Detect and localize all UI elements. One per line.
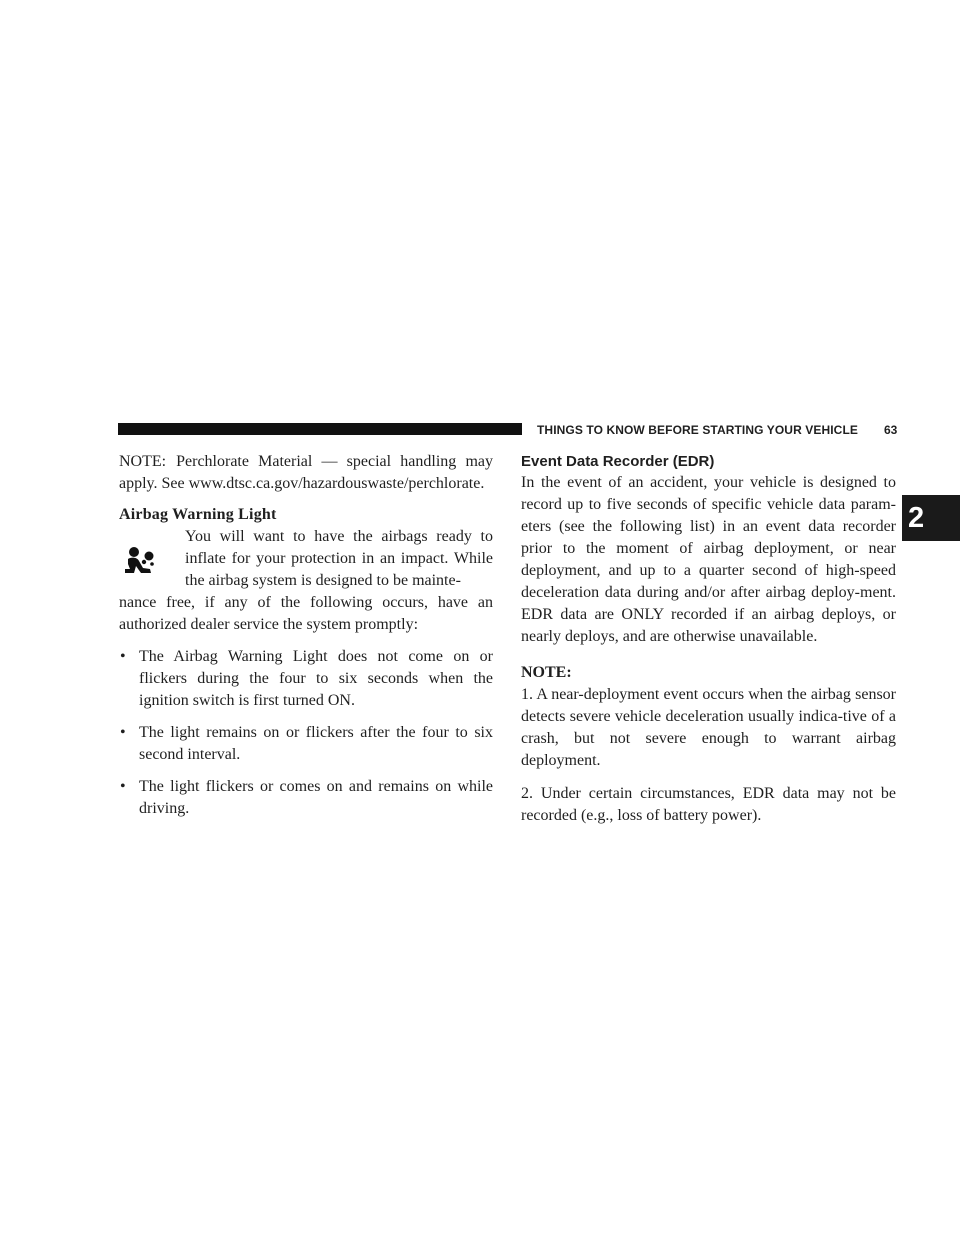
edr-paragraph: In the event of an accident, your vehicle is designed to record up to five seconds of specific vehicle data param-eters (see the following list) in an event data recorder prior to the moment of airbag deployment, or near deployment, and up to a quarter second of high-speed deceleration data during and/or after airbag deploy-ment. EDR data are ONLY recorded if an airbag deploys, or nearly deploys, and are otherwise unavailable. (521, 474, 896, 645)
airbag-warning-light-heading: Airbag Warning Light (119, 506, 277, 523)
list-item (119, 722, 493, 766)
edr-note-item-2: 2. Under certain circumstances, EDR data may not be recorded (e.g., loss of battery power). (521, 785, 896, 824)
header-rule (118, 423, 522, 435)
edr-section-heading: Event Data Recorder (EDR) (521, 453, 715, 470)
edr-note-item-1: 1. A near-deployment event occurs when the airbag sensor detects severe vehicle deceleration usually indica-tive of a crash, but not severe enough to warrant airbag deployment. (521, 686, 896, 769)
perchlorate-note-line-1 (119, 451, 493, 473)
perchlorate-note-line-2: apply. See www.dtsc.ca.gov/hazardouswaste/perchlorate. (119, 475, 485, 492)
airbag-intro-indented: You will want to have the airbags ready to inflate for your protection in an impact. While the airbag system is designed to be mainte- (185, 528, 493, 589)
left-column (119, 451, 493, 830)
bullet-icon: • (120, 778, 126, 795)
running-header-title: THINGS TO KNOW BEFORE STARTING YOUR VEHICLE (537, 423, 858, 437)
airbag-warning-block (119, 526, 493, 636)
note-label: NOTE: (119, 453, 167, 470)
airbag-fault-list (119, 646, 493, 820)
airbag-warning-icon (121, 544, 157, 580)
right-column (521, 451, 896, 827)
bullet-icon: • (120, 724, 126, 741)
note-text-line-1: Perchlorate Material — special handling may (176, 453, 493, 470)
list-item (119, 776, 493, 820)
edr-note-label: NOTE: (521, 664, 572, 681)
bullet-icon: • (120, 648, 126, 665)
list-item-text: The Airbag Warning Light does not come on or flickers during the four to six seconds when the ignition switch is first turned ON. (139, 648, 493, 709)
list-item-text: The light flickers or comes on and remains on while driving. (139, 778, 493, 817)
list-item-text: The light remains on or flickers after the four to six second interval. (139, 724, 493, 763)
airbag-intro-continued: nance free, if any of the following occurs, have an authorized dealer service the system promptly: (119, 594, 493, 633)
page-number: 63 (884, 423, 898, 437)
list-item (119, 646, 493, 712)
chapter-tab: 2 (902, 495, 960, 541)
